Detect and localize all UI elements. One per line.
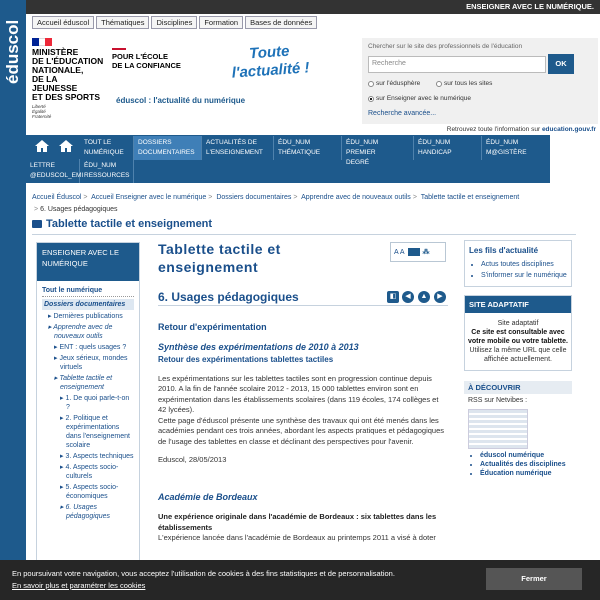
topnav-disciplines[interactable]: Disciplines (151, 16, 197, 29)
nav-magistere[interactable]: ÉDU_NUM M@GISTÈRE (486, 139, 527, 156)
nav-ressources[interactable]: ÉDU_NUM RESSOURCES (80, 159, 134, 183)
cookie-text: En poursuivant votre navigation, vous acceptez l'utilisation de cookies à des fins statistiques et de personnalisation. (12, 569, 395, 578)
site-adaptatif-box (464, 295, 572, 371)
fil-actus[interactable]: • Actus toutes disciplines (481, 260, 567, 269)
crumb-accueil-eduscol[interactable]: Accueil Éduscol (32, 194, 82, 201)
sidebar-item[interactable]: ▸ Jeux sérieux, mondes virtuels (54, 355, 128, 371)
search-ok-button[interactable]: OK (548, 54, 574, 74)
synthese-heading: Synthèse des expérimentations de 2010 à 2013 (158, 341, 359, 352)
eduscol-logo[interactable]: éduscol (0, 2, 26, 102)
marianne-flag-icon (32, 38, 52, 46)
sidebar-item[interactable]: ▸ 5. Aspects socio-économiques (60, 484, 119, 500)
crumb-dossiers[interactable]: Dossiers documentaires (216, 194, 292, 201)
section-title: Tablette tactile et enseignement (32, 218, 212, 230)
advanced-search-link[interactable]: Recherche avancée... (368, 110, 437, 117)
sidebar-item[interactable]: ▸ Apprendre avec de nouveaux outils (48, 324, 113, 340)
toute-actualite-banner: Toute l'actualité ! (231, 42, 310, 82)
first-page-icon[interactable]: ◧ (387, 291, 399, 303)
paragraph: Les expérimentations sur les tablettes tactiles sont en progression continue depuis 2010. A la fin de l'année scolaire 2012 - 2013, 15 000 tablettes environ sont en expérimentation dans les établissements scolaires (dans 119 écoles, 174 collèges et 42 lycées). Cette page d'éduscol présente une synthèse des travaux qui ont été menés dans les académies pendant ces trois années, abordant les aspects pratiques et pédagogiques de l'usage des tablettes en classe et déclinant des perspectives pour l'avenir. (158, 373, 445, 446)
main-nav (26, 135, 550, 183)
sidebar-item[interactable]: Dossiers documentaires (42, 299, 134, 310)
sidebar-item[interactable]: ▸ 1. De quoi parle-t-on ? (60, 395, 130, 411)
fils-heading: Les fils d'actualité (469, 246, 539, 255)
ministry-name: MINISTÈRE DE L'ÉDUCATION NATIONALE, DE LA JEUNESSE ET DES SPORTS (32, 47, 104, 102)
topnav-formation[interactable]: Formation (199, 16, 243, 29)
link-eduscol-numerique[interactable]: • éduscol numérique (480, 451, 572, 460)
topnav-thematiques[interactable]: Thématiques (96, 16, 149, 29)
retrouvez: Retrouvez toute l'information sur education.gouv.fr (446, 126, 596, 133)
site-adaptatif-content: Site adaptatif Ce site est consultable avec votre mobile ou votre tablette. Utilisez la même URL que celle affichée actuellement. (468, 320, 568, 363)
sidebar-item[interactable]: ▸ 4. Aspects socio-culturels (60, 464, 119, 480)
topnav-bases[interactable]: Bases de données (245, 16, 317, 29)
share-icon[interactable]: ⁂ (422, 249, 430, 256)
home-icon-2[interactable] (58, 139, 78, 161)
retour-subheading: Retour des expérimentations tablettes tactiles (158, 355, 334, 364)
bordeaux-paragraph: L'expérience lancée dans l'académie de Bordeaux au printemps 2011 a visé à doter (158, 533, 436, 542)
radio-all-sites[interactable]: sur tous les sites (436, 80, 492, 87)
decouvrir-box (464, 381, 572, 478)
sidebar-tree (37, 281, 139, 526)
sidebar-item[interactable]: ▸ ENT : quels usages ? (54, 344, 127, 351)
link-education-numerique[interactable]: • Éducation numérique (480, 469, 572, 478)
devise: Liberté Égalité Fraternité (32, 104, 52, 119)
nav-handicap[interactable]: ÉDU_NUM HANDICAP (414, 136, 482, 160)
nav-tout-numerique[interactable]: TOUT LE NUMÉRIQUE (80, 136, 134, 160)
sidebar-item[interactable]: ▸ Dernières publications (48, 313, 123, 320)
section-heading: 6. Usages pédagogiques (158, 290, 299, 304)
page-title: Tablette tactile et enseignement (158, 241, 281, 275)
nav-actualites[interactable]: ACTUALITÉS DE L'ENSEIGNEMENT (202, 136, 274, 160)
site-adaptatif-heading: SITE ADAPTATIF (465, 296, 571, 313)
rss-label: RSS sur Netvibes : (468, 397, 528, 404)
page-tools (390, 242, 446, 262)
bordeaux-heading: Académie de Bordeaux (158, 491, 258, 502)
ministry-logo[interactable] (32, 38, 104, 119)
crumb-accueil-enseigner[interactable]: Accueil Enseigner avec le numérique (91, 194, 207, 201)
email-icon[interactable] (408, 248, 420, 256)
decouvrir-heading: À DÉCOUVRIR (464, 381, 572, 394)
divider (32, 234, 576, 235)
radio-edusphere[interactable]: sur l'édusphère (368, 80, 420, 87)
date: Eduscol, 28/05/2013 (158, 455, 227, 464)
cookie-settings-link[interactable]: En savoir plus et paramétrer les cookies (12, 581, 146, 590)
sidebar-item[interactable]: Tout le numérique (42, 286, 134, 297)
tagline: éduscol : l'actualité du numérique (116, 96, 246, 105)
retour-heading: Retour d'expérimentation (158, 322, 267, 332)
search-panel (362, 38, 598, 124)
search-label: Chercher sur le site des professionnels de l'éducation (368, 43, 523, 50)
ecole-confiance-logo: POUR L'ÉCOLE DE LA CONFIANCE (112, 48, 206, 70)
nav-premier-degre[interactable]: ÉDU_NUM PREMIER DEGRÉ (342, 136, 414, 160)
topnav-accueil[interactable]: Accueil éduscol (32, 16, 94, 29)
radio-icon (436, 81, 442, 87)
cookie-close-button[interactable]: Fermer (486, 568, 582, 590)
radio-icon (368, 81, 374, 87)
next-icon[interactable]: ▶ (434, 291, 446, 303)
nav-thematique[interactable]: ÉDU_NUM THÉMATIQUE (274, 136, 342, 160)
top-strip (26, 0, 600, 14)
link-actualites-disciplines[interactable]: • Actualités des disciplines (480, 460, 572, 469)
top-nav (32, 16, 317, 29)
fil-numerique[interactable]: • S'informer sur le numérique (481, 271, 567, 280)
home-icon[interactable] (34, 139, 54, 161)
sidebar-head[interactable]: ENSEIGNER AVEC LE NUMÉRIQUE (37, 243, 139, 281)
netvibes-thumbnail[interactable] (468, 409, 528, 449)
left-sidebar (36, 242, 140, 562)
radio-enseigner[interactable]: sur Enseigner avec le numérique (368, 95, 471, 102)
sidebar-item[interactable]: ▸ 6. Usages pédagogiques (60, 504, 110, 520)
crumb-current: 6. Usages pédagogiques (40, 206, 118, 213)
nav-lettre[interactable]: LETTRE @EDUSCOL_EMI (26, 159, 80, 183)
site-title: ENSEIGNER AVEC LE NUMÉRIQUE. (466, 2, 594, 11)
sidebar-item[interactable]: ▸ Tablette tactile et enseignement (54, 375, 113, 391)
folder-icon (32, 220, 42, 228)
right-sidebar (464, 240, 572, 478)
cookie-banner (0, 560, 600, 600)
education-gouv-link[interactable]: education.gouv.fr (541, 126, 596, 133)
crumb-tablette[interactable]: Tablette tactile et enseignement (420, 194, 520, 201)
radio-checked-icon (368, 96, 374, 102)
search-input[interactable]: Recherche (368, 56, 546, 73)
bordeaux-subheading: Une expérience originale dans l'académie de Bordeaux : six tablettes dans les établissements (158, 512, 437, 532)
article-body (158, 322, 446, 552)
sidebar-item[interactable]: ▸ 2. Politique et expérimentations dans l'enseignement scolaire (60, 415, 130, 449)
fils-actualite (464, 240, 572, 287)
font-size-icon[interactable]: A A (394, 248, 405, 256)
sidebar-item[interactable]: ▸ 3. Aspects techniques (60, 453, 134, 460)
up-icon[interactable]: ▲ (418, 291, 430, 303)
crumb-apprendre[interactable]: Apprendre avec de nouveaux outils (301, 194, 411, 201)
previous-icon[interactable]: ◀ (402, 291, 414, 303)
nav-dossiers[interactable]: DOSSIERS DOCUMENTAIRES (134, 136, 202, 160)
breadcrumb: Accueil Éduscol > Accueil Enseigner avec le numérique > Dossiers documentaires > Apprendre avec de nouveaux outils > Tablette tactile et enseignement > 6. Usages pédagogiques (32, 194, 520, 213)
